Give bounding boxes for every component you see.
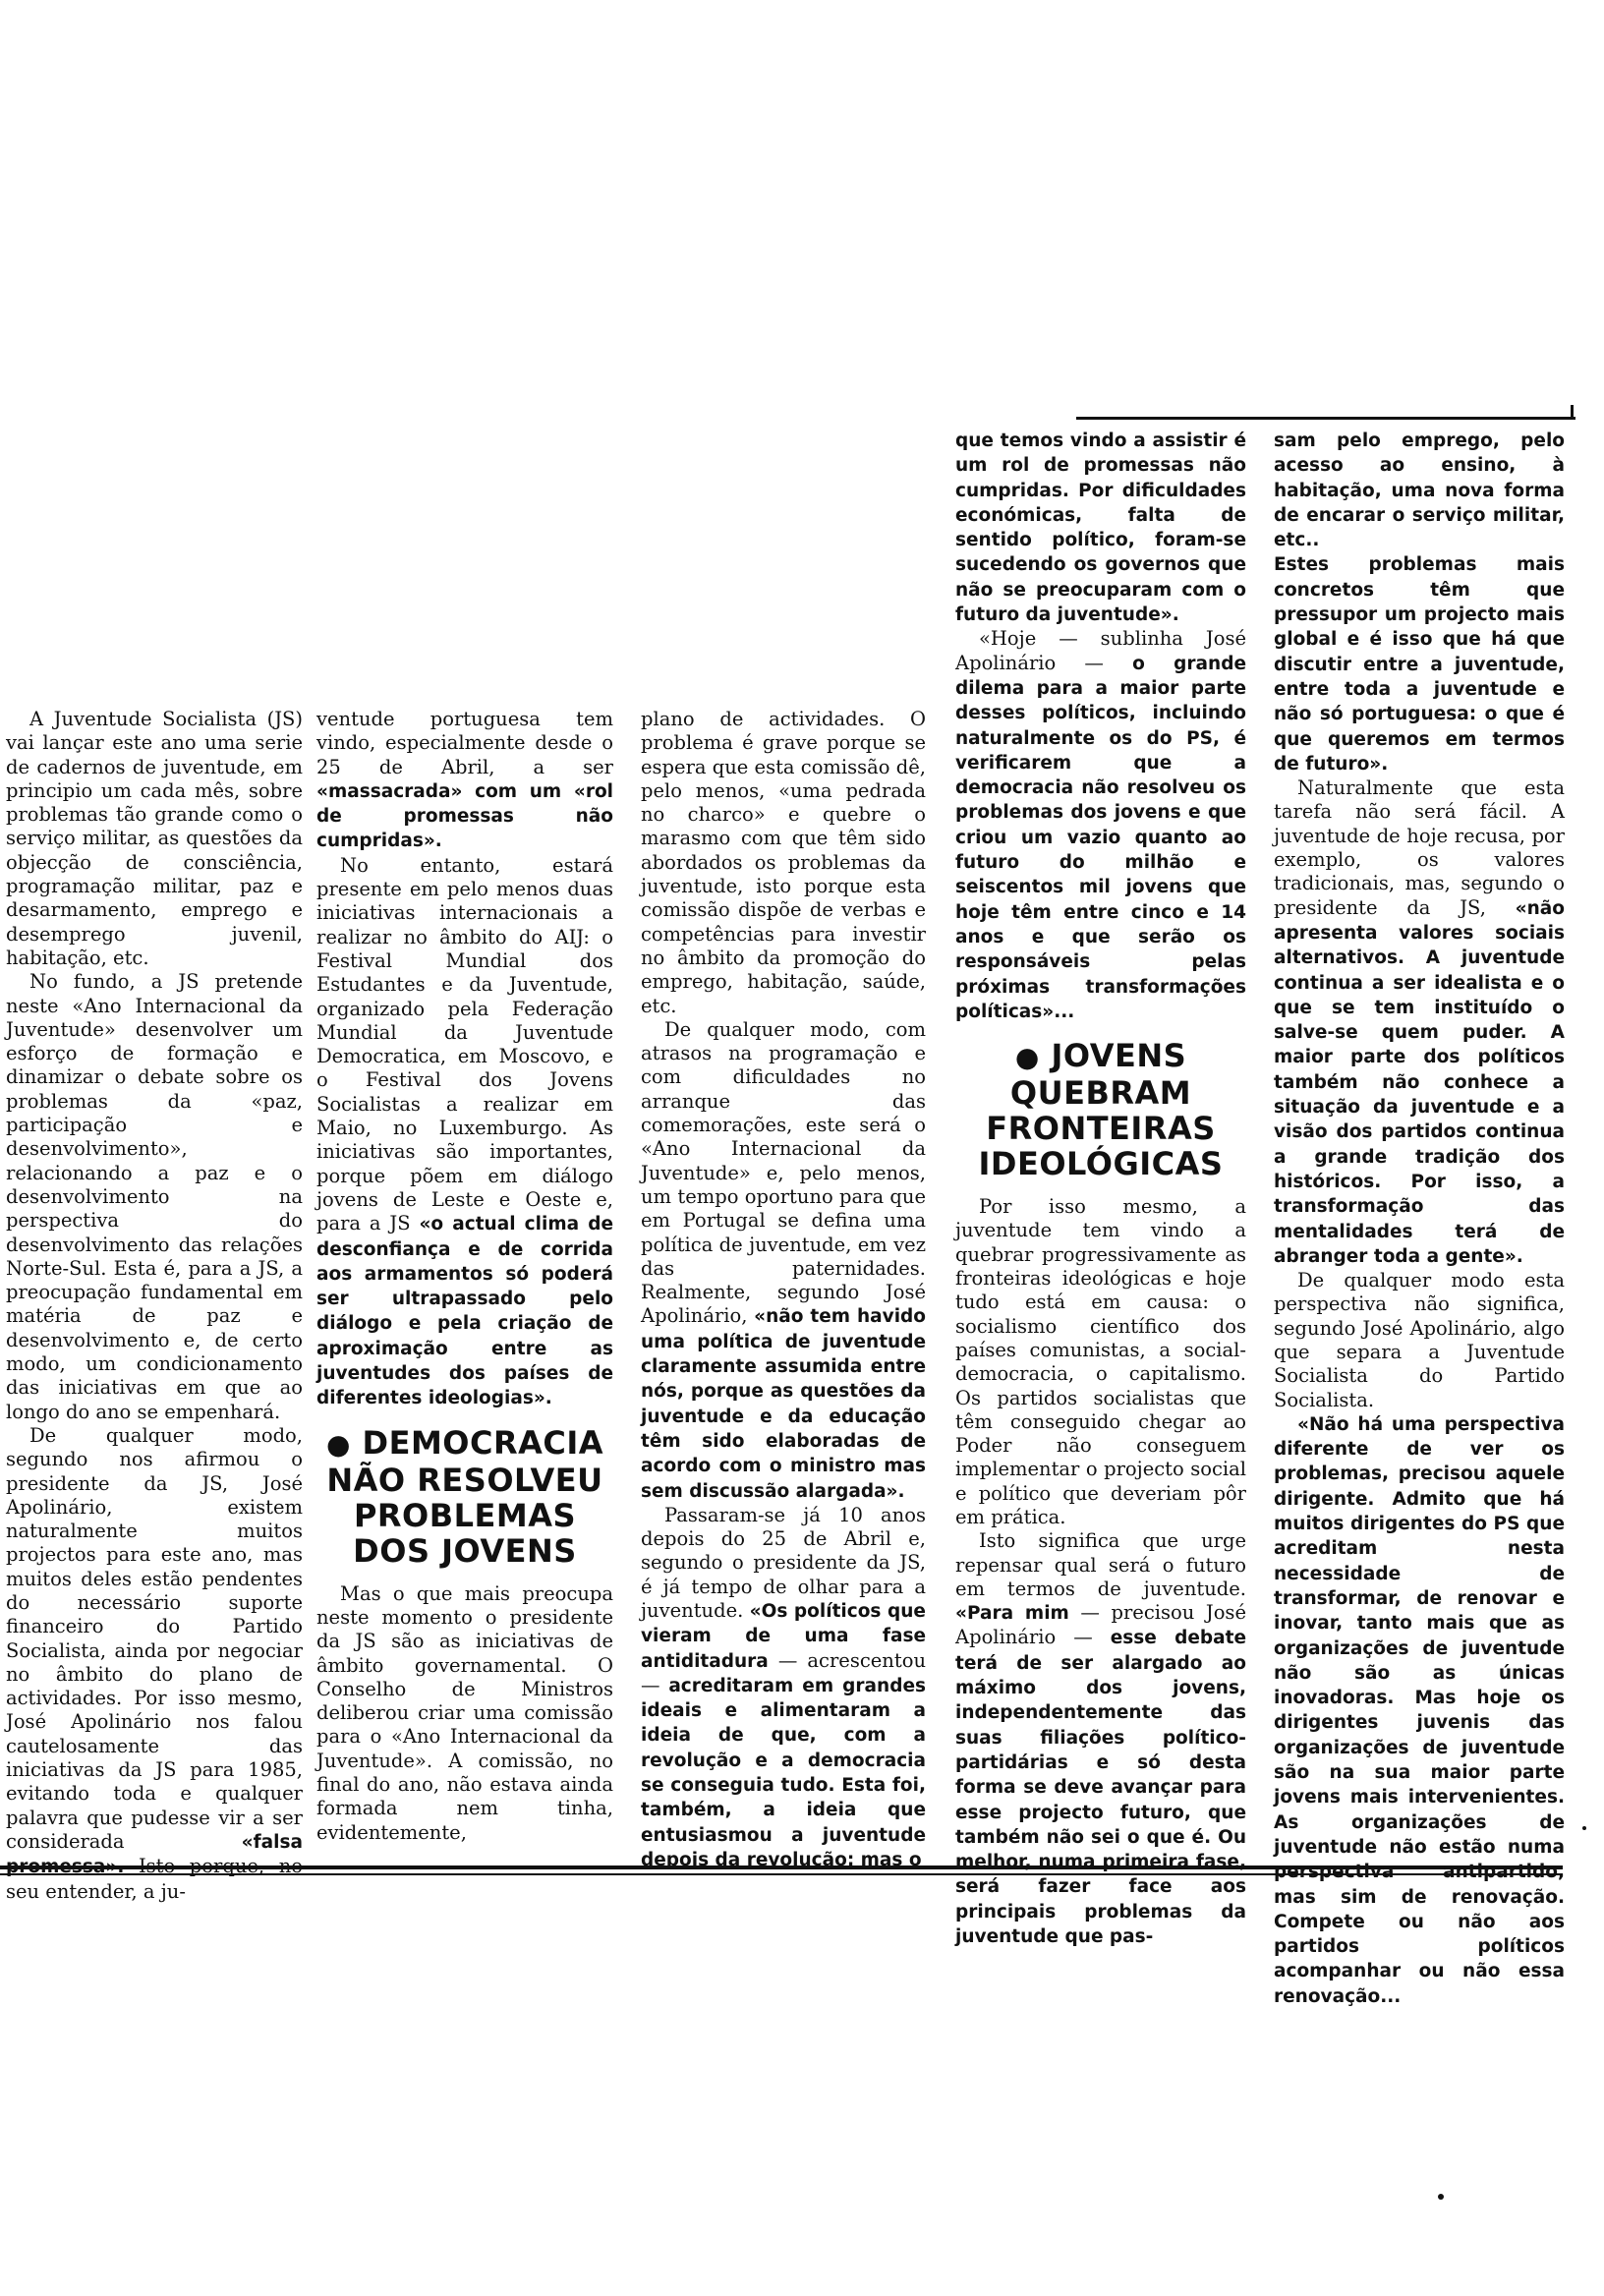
paragraph: ventude portuguesa tem vindo, especialmente desde o 25 de Abril, a ser «massacrada» com um «rol de promessas não cumpridas». [316,708,613,852]
paragraph: No fundo, a JS pretende neste «Ano Internacional da Juventude» desenvolver um esforço de formação e dinamizar o debate sobre os problemas da «paz, participação e desenvolvimento», relacionando a paz e o desenvolvimento na perspectiva do desenvolvimento das relações Norte-Sul. Esta é, para a JS, a preocupação fundamental em matéria de paz e desenvolvimento e, de certo modo, um condicionamento das iniciativas em que ao longo do ano se empenhará. [6,970,303,1423]
paragraph: A Juventude Socialista (JS) vai lançar este ano uma serie de cadernos de juventude, em principio um cada mês, sobre problemas tão grande como o serviço militar, as questões da objecção de consciência, programação militar, paz e desarmamento, emprego e desemprego juvenil, habitação, etc. [6,708,303,969]
section-heading: ● JOVENS QUEBRAM FRONTEIRAS IDEOLÓGICAS [978,1037,1224,1183]
scan-speck [1582,1826,1586,1830]
bullet-icon: ● [1014,1041,1040,1074]
paragraph: Mas o que mais preocupa neste momento o presidente da JS são as iniciativas de âmbito governamental. O Conselho de Ministros deliberou criar uma comissão para o «Ano Internacional da Juventude». A comissão, no final do ano, não estava ainda formada nem tinha, evidentemente, [316,1581,613,1844]
top-rule-tick [1571,405,1574,420]
article-column-5 [1274,429,1565,2009]
paragraph: De qualquer modo, segundo nos afirmou o presidente da JS, José Apolinário, existem naturalmente muitos projectos para este ano, mas muitos deles estão pendentes do necessário suporte financeiro do Partido Socialista, ainda por negociar no âmbito do plano de actividades. Por isso mesmo, José Apolinário nos falou cautelosamente das iniciativas da JS para 1985, evitando toda e qualquer palavra que pudesse vir a ser considerada «falsa promessa». Isto porque, no seu entender, a ju- [6,1423,303,1903]
paragraph: Isto significa que urge repensar qual será o futuro em termos de juventude. «Para mim — precisou José Apolinário — esse debate terá de ser alargado ao máximo dos jovens, independentemente das suas filiações político-partidárias e só desta forma se deve avançar para esse projecto futuro, que também não sei o que é. Ou melhor, numa primeira fase, será fazer face aos principais problemas da juventude que pas- [955,1529,1246,1948]
paragraph: que temos vindo a assistir é um rol de promessas não cumpridas. Por dificuldades económicas, falta de sentido político, foram-se sucedendo os governos que não se preocuparam com o futuro da juventude». [955,430,1246,626]
paragraph: Estes problemas mais concretos têm que pressupor um projecto mais global e é isso que há que discutir entre a juventude, entre toda a juventude e não só portuguesa: o que é que queremos em termos de futuro». [1274,554,1565,775]
paragraph: De qualquer modo esta perspectiva não significa, segundo José Apolinário, algo que separa a Juventude Socialista do Partido Socialista. [1274,1269,1565,1411]
top-rule [1076,417,1575,420]
paragraph: Passaram-se já 10 anos depois do 25 de Abril e, segundo o presidente da JS, é já tempo de olhar para a juventude. «Os políticos que vieram de uma fase antiditadura — acrescentou — acreditaram em grandes ideais e alimentaram a ideia de que, com a revolução e a democracia se conseguia tudo. Esta foi, também, a ideia que entusiasmou a juventude depois da revolução: mas o [641,1503,927,1870]
scan-speck [1438,2194,1444,2200]
section-heading: ● DEMOCRACIA NÃO RESOLVEU PROBLEMAS DOS JOVENS [325,1423,604,1570]
article-column-1 [6,708,303,1904]
article-column-3 [641,708,926,1872]
paragraph: sam pelo emprego, pelo acesso ao ensino, à habitação, uma nova forma de encarar o serviço militar, etc.. [1274,430,1565,551]
article-column-2 [316,708,613,1845]
article-column-4 [955,429,1246,1949]
paragraph: «Hoje — sublinha José Apolinário — o grande dilema para a maior parte desses políticos, incluindo naturalmente os do PS, é verificarem que a democracia não resolveu os problemas dos jovens e que criou um vazio quanto ao futuro do milhão e seiscentos mil jovens que hoje têm entre cinco e 14 anos e que serão os responsáveis pelas próximas transformações políticas»... [955,627,1246,1022]
paragraph: De qualquer modo, com atrasos na programação e com dificuldades no arranque das comemorações, este será o «Ano Internacional da Juventude» e, pelo menos, um tempo oportuno para que em Portugal se defina uma política de juventude, em vez das paternidades. Realmente, segundo José Apolinário, «não tem havido uma política de juventude claramente assumida entre nós, porque as questões da juventude e da educação têm sido elaboradas de acordo com o ministro mas sem discussão alargada». [641,1017,926,1502]
paragraph: Por isso mesmo, a juventude tem vindo a quebrar progressivamente as fronteiras ideológicas e hoje tudo está em causa: o socialismo científico dos países comunistas, a social-democracia, o capitalismo. Os partidos socialistas que têm conseguido chegar ao Poder não conseguem implementar o projecto social e político que deveriam pôr em prática. [955,1195,1246,1528]
paragraph: Naturalmente que esta tarefa não será fácil. A juventude de hoje recusa, por exemplo, os valores tradicionais, mas, segundo o presidente da JS, «não apresenta valores sociais alternativos. A juventude continua a ser idealista e o que se tem instituído o salve-se quem puder. A maior parte dos políticos também não conhece a situação da juventude e a visão dos partidos continua a grande tradição dos históricos. Por isso, a transformação das mentalidades terá de abranger toda a gente». [1274,776,1565,1267]
paragraph: plano de actividades. O problema é grave porque se espera que esta comissão dê, pelo menos, «uma pedrada no charco» e quebre o marasmo com que têm sido abordados os problemas da juventude, isto porque esta comissão dispõe de verbas e competências para investir no âmbito da promoção do emprego, habitação, saúde, etc. [641,708,926,1017]
paragraph: «Não há uma perspectiva diferente de ver os problemas, precisou aquele dirigente. Admito que há muitos dirigentes do PS que acreditam nesta necessidade de transformar, de renovar e inovar, tanto mais que as organizações de juventude não são as únicas inovadoras. Mas hoje os dirigentes juvenis das organizações de juventude são na sua maior parte jovens mais intervenientes. As organizações de juventude não estão numa perspectiva antipartido, mas sim de renovação. Compete ou não aos partidos políticos acompanhar ou não essa renovação... [1274,1413,1565,2007]
bullet-icon: ● [325,1427,351,1461]
paragraph: No entanto, estará presente em pelo menos duas iniciativas internacionais a realizar no âmbito do AIJ: o Festival Mundial dos Estudantes e da Juventude, organizado pela Federação Mundial da Juventude Democratica, em Moscovo, e o Festival dos Jovens Socialistas a realizar em Maio, no Luxemburgo. As iniciativas são importantes, porque põem em diálogo jovens de Leste e Oeste e, para a JS «o actual clima de desconfiança e de corrida aos armamentos só poderá ser ultrapassado pelo diálogo e pela criação de aproximação entre as juventudes dos países de diferentes ideologias». [316,853,613,1409]
